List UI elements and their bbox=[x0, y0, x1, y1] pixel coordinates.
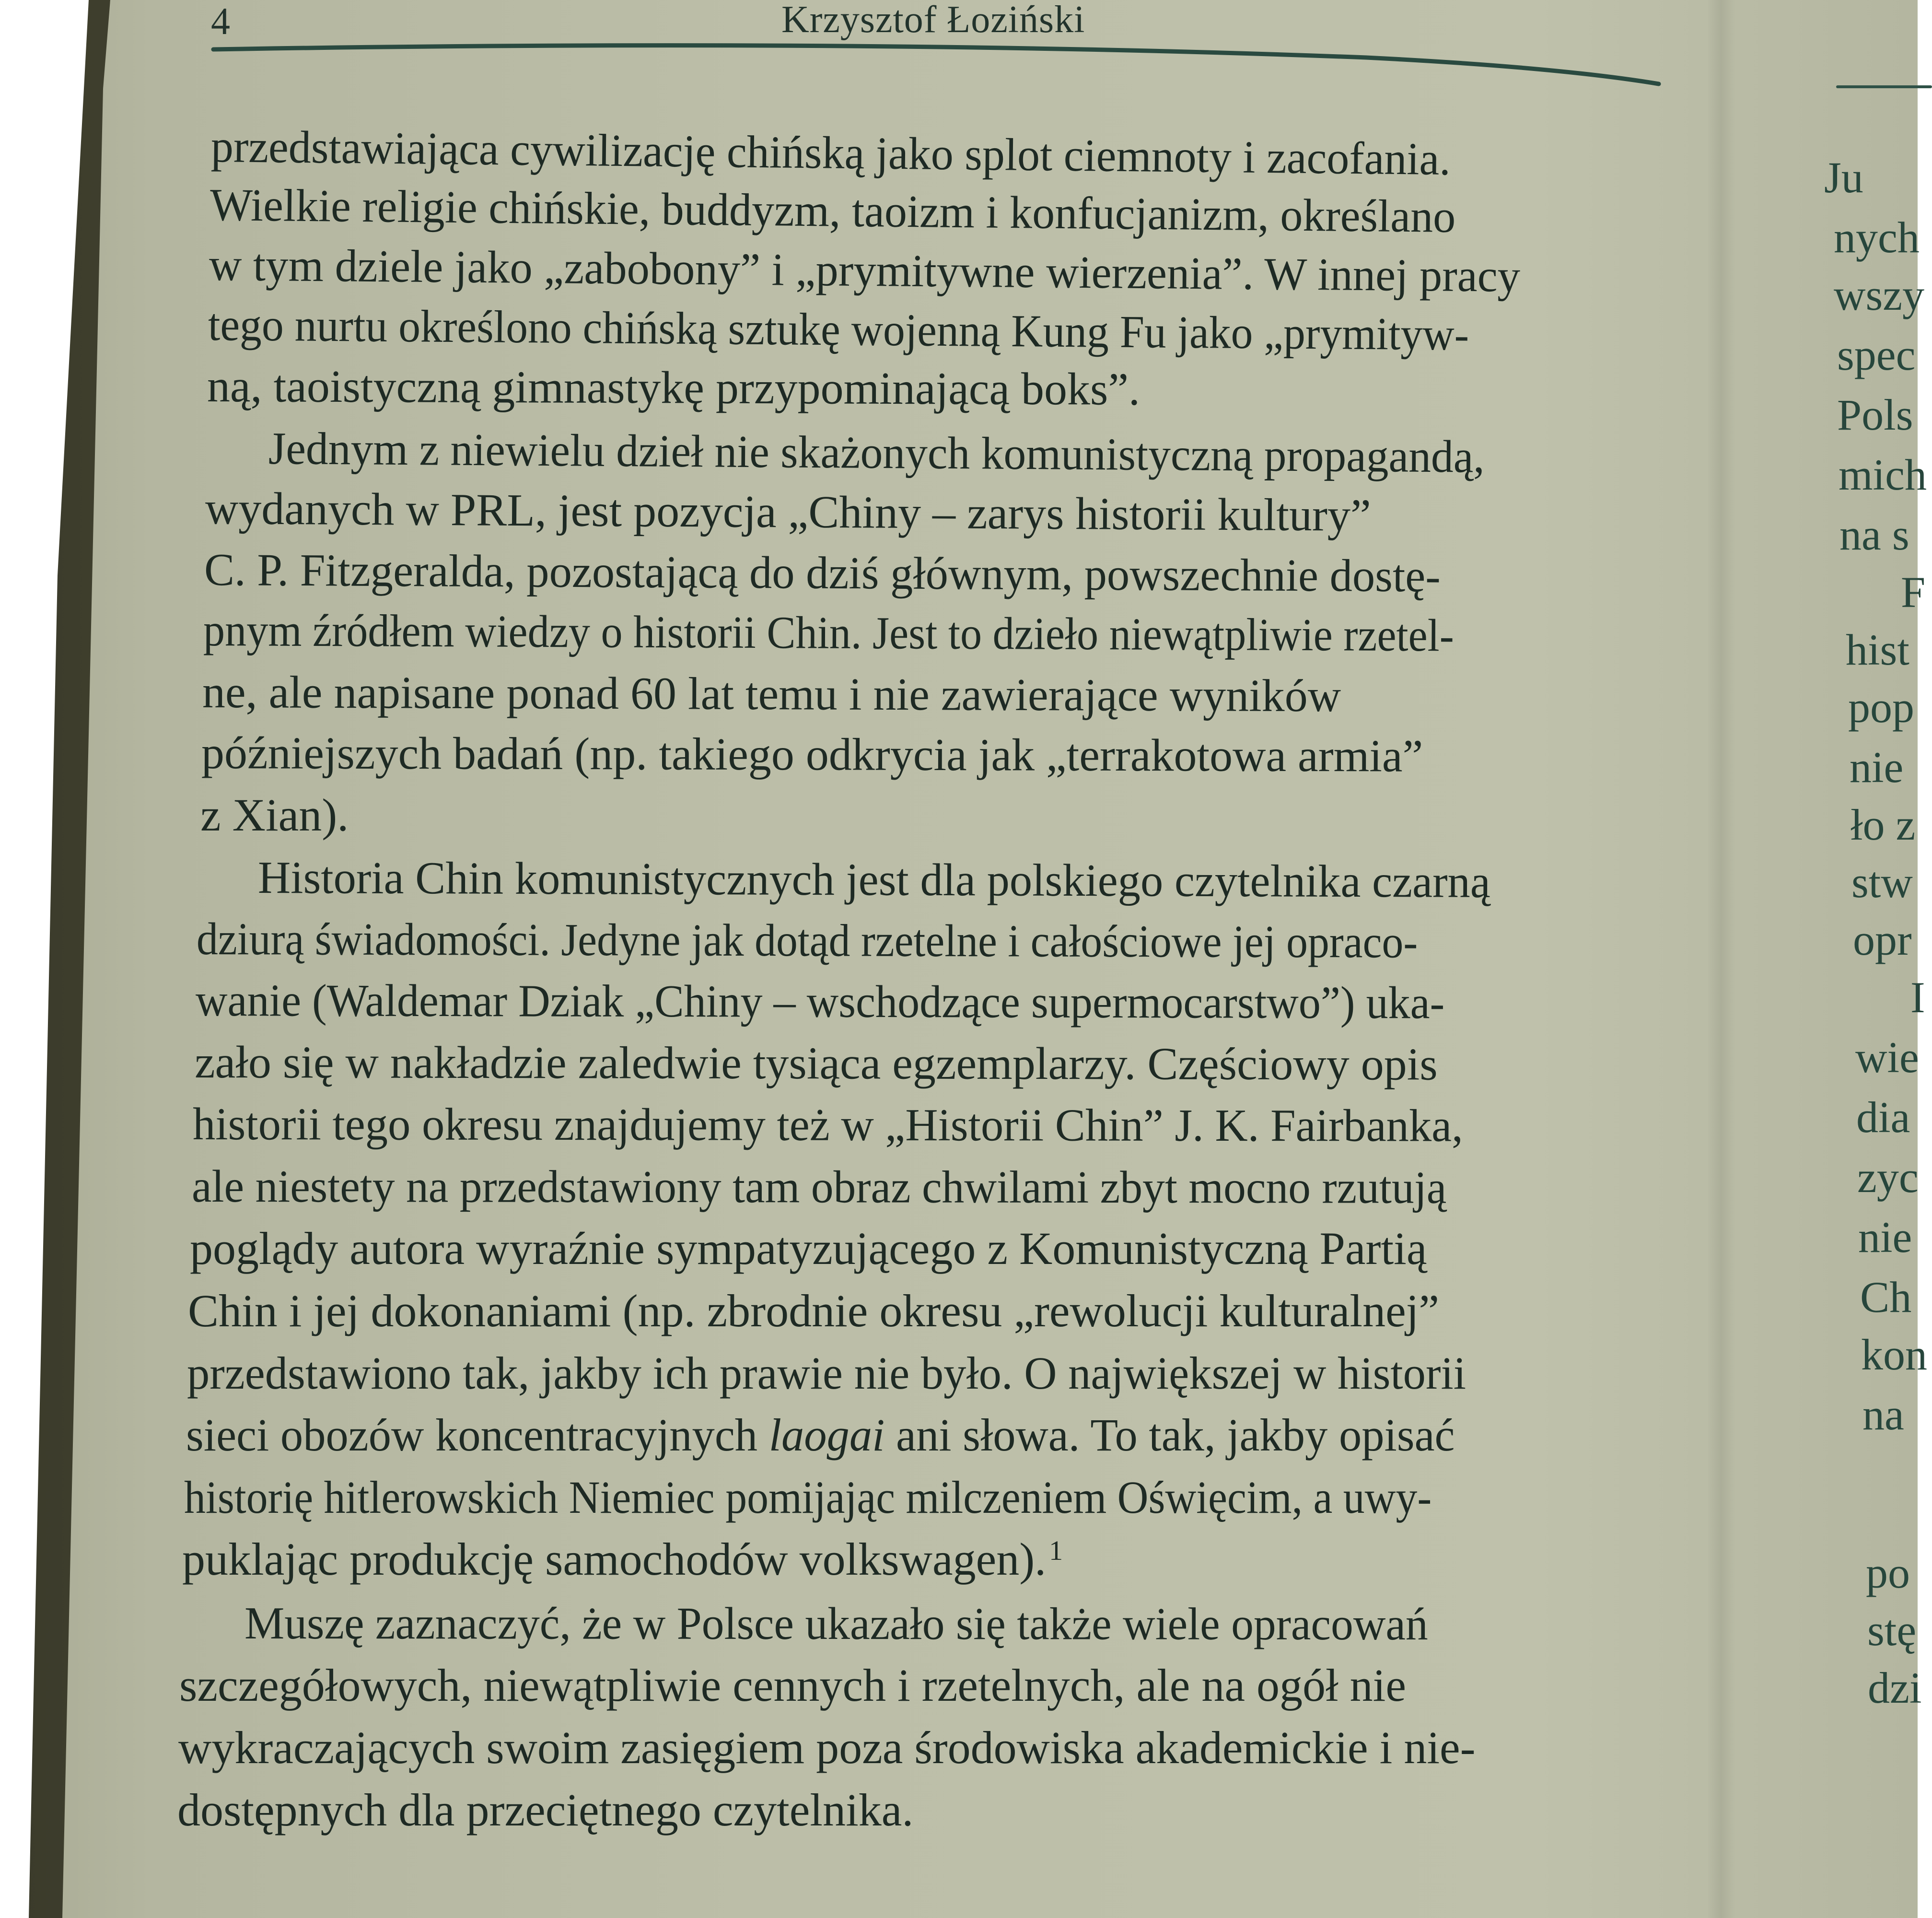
text-line: dziurą świadomości. Jedyne jak dotąd rzetelne i całościowe jej opraco- bbox=[196, 913, 1418, 968]
text-line: wykraczających swoim zasięgiem poza środowiska akademickie i nie- bbox=[178, 1722, 1476, 1773]
text-line: przedstawiono tak, jakby ich prawie nie było. O największej w historii bbox=[187, 1347, 1466, 1399]
text-line: Wielkie religie chińskie, buddyzm, taoizm i konfucjanizm, określano bbox=[209, 179, 1456, 242]
right-text-fragment: nie bbox=[1850, 743, 1904, 792]
text-line: C. P. Fitzgeralda, pozostającą do dziś głównym, powszechnie dostę- bbox=[204, 544, 1441, 602]
right-text-fragment: nie bbox=[1858, 1213, 1912, 1262]
text-line: ne, ale napisane ponad 60 lat temu i nie zawierające wyników bbox=[202, 666, 1341, 722]
right-text-fragment: hist bbox=[1846, 625, 1909, 674]
right-text-fragment: dia bbox=[1856, 1093, 1910, 1142]
text-line: dostępnych dla przeciętnego czytelnika. bbox=[177, 1784, 914, 1836]
right-text-fragment: na bbox=[1862, 1390, 1904, 1439]
right-text-fragment: I bbox=[1910, 973, 1925, 1022]
right-text-fragment: spec bbox=[1837, 330, 1916, 379]
text-line: szczegółowych, niewątpliwie cennych i rzetelnych, ale na ogół nie bbox=[179, 1660, 1406, 1711]
text-line: zało się w nakładzie zaledwie tysiąca egzemplarzy. Częściowy opis bbox=[194, 1036, 1438, 1090]
text-line-with-italic bbox=[186, 1406, 1455, 1464]
text-segment: sieci obozów koncentracyjnych bbox=[186, 1409, 769, 1461]
right-text-fragment: ło z bbox=[1851, 800, 1916, 849]
right-text-fragment: wszy bbox=[1834, 270, 1925, 319]
text-line: Chin i jej dokonaniami (np. zbrodnie okresu „rewolucji kulturalnej” bbox=[188, 1285, 1439, 1336]
text-line: w tym dziele jako „zabobony” i „prymitywne wierzenia”. W innej pracy bbox=[209, 239, 1521, 302]
right-text-fragment: na s bbox=[1839, 510, 1909, 559]
right-text-fragment: opr bbox=[1853, 915, 1912, 964]
text-line: poglądy autora wyraźnie sympatyzującego z Komunistyczną Partią bbox=[190, 1223, 1427, 1274]
right-text-fragment: dzi bbox=[1868, 1663, 1922, 1712]
text-segment: puklając produkcję samochodów volkswagen). bbox=[182, 1533, 1047, 1585]
text-line: ną, taoistyczną gimnastykę przypominającą boks”. bbox=[207, 360, 1141, 415]
right-page-fragment bbox=[1726, 0, 1927, 1918]
right-text-fragment: stw bbox=[1851, 858, 1913, 907]
text-line: tego nurtu określono chińską sztukę wojenną Kung Fu jako „prymityw- bbox=[208, 299, 1469, 360]
right-text-fragment: pop bbox=[1848, 683, 1914, 732]
text-line: Muszę zaznaczyć, że w Polsce ukazało się także wiele opracowań bbox=[244, 1597, 1428, 1650]
right-text-fragment: Pols bbox=[1837, 390, 1913, 439]
right-text-fragment: stę bbox=[1867, 1606, 1917, 1655]
right-text-fragment: nych bbox=[1834, 213, 1920, 262]
text-line: Historia Chin komunistycznych jest dla polskiego czytelnika czarną bbox=[257, 852, 1490, 907]
right-text-fragment: Ju bbox=[1824, 153, 1863, 202]
text-line: Jednym z niewielu dzieł nie skażonych komunistyczną propagandą, bbox=[268, 422, 1485, 482]
right-text-fragment: po bbox=[1866, 1548, 1910, 1597]
text-line: ale niestety na przedstawiony tam obraz chwilami zbyt mocno rzutują bbox=[191, 1160, 1447, 1213]
right-text-fragment: kon bbox=[1861, 1330, 1927, 1379]
page-number: 4 bbox=[211, 0, 230, 43]
text-line: pnym źródłem wiedzy o historii Chin. Jest to dzieło niewątpliwie rzetel- bbox=[203, 604, 1455, 661]
text-line: z Xian). bbox=[200, 789, 349, 841]
text-segment: ani słowa. To tak, jakby opisać bbox=[885, 1409, 1455, 1461]
text-line: historię hitlerowskich Niemiec pomijając milczeniem Oświęcim, a uwy- bbox=[184, 1472, 1432, 1523]
right-text-fragment: mich bbox=[1839, 450, 1927, 499]
text-line-with-footnote bbox=[182, 1531, 1063, 1588]
text-line: historii tego okresu znajdujemy też w „Historii Chin” J. K. Fairbanka, bbox=[192, 1098, 1463, 1151]
text-line: wanie (Waldemar Dziak „Chiny – wschodzące supermocarstwo”) uka- bbox=[195, 974, 1445, 1029]
text-line: późniejszych badań (np. takiego odkrycia jak „terrakotowa armia” bbox=[201, 727, 1423, 782]
right-text-fragment: F bbox=[1901, 568, 1926, 617]
italic-term: laogai bbox=[768, 1409, 885, 1461]
right-text-fragment: zyc bbox=[1857, 1153, 1919, 1202]
footnote-reference[interactable]: 1 bbox=[1049, 1535, 1063, 1566]
text-line: przedstawiająca cywilizację chińską jako splot ciemnoty i zacofania. bbox=[210, 120, 1451, 185]
text-line: wydanych w PRL, jest pozycja „Chiny – zarys historii kultury” bbox=[205, 482, 1371, 541]
right-text-fragment: wie bbox=[1855, 1033, 1919, 1082]
running-title: Krzysztof Łoziński bbox=[781, 0, 1085, 41]
right-text-fragment: Ch bbox=[1860, 1273, 1912, 1322]
